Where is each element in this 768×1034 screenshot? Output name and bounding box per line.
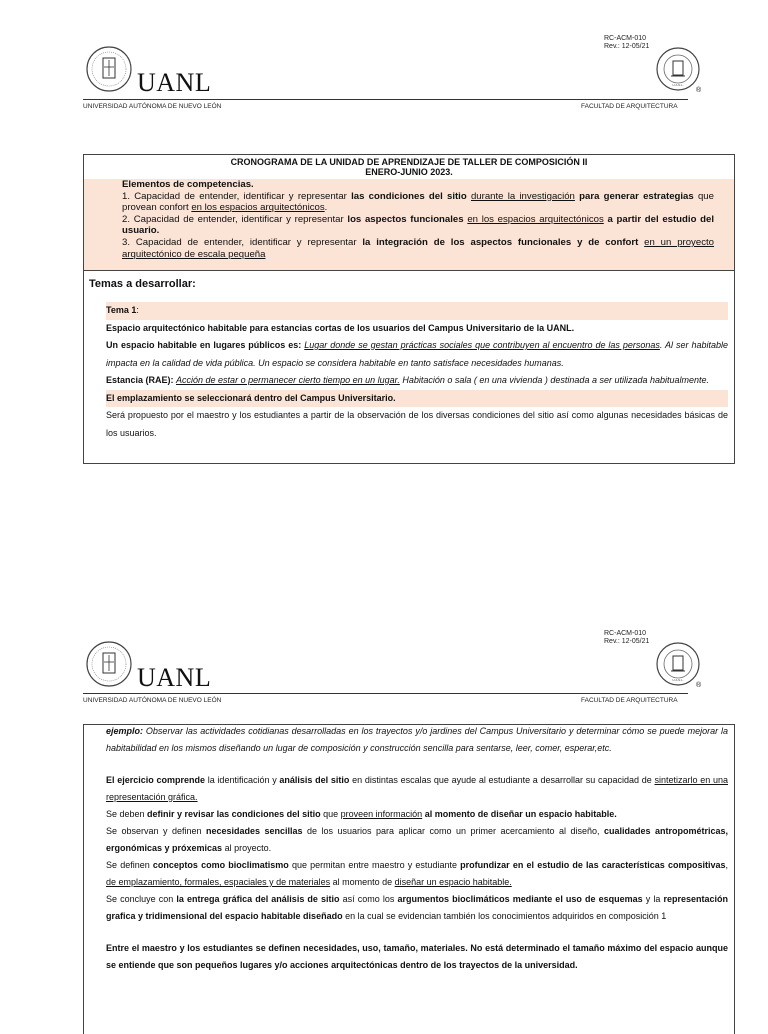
site-proposal-text: Será propuesto por el maestro y los estudiantes a partir de la observación de los diversas condiciones del sitio así como algunas necesidades básicas de los usuarios. [106,410,728,438]
registered-mark-2: ® [696,682,702,689]
title-line-2: ENERO-JUNIO 2023. [365,167,453,177]
schedule-table [83,154,735,464]
activity-content [106,723,728,974]
svg-text:U.A.N.L.: U.A.N.L. [672,83,684,87]
exercise-paragraph: El ejercicio comprende la identificación y análisis del sitio en distintas escalas que ayude al estudiante a desarrollar su capacidad de sintetizarlo en una representación gráfica. [106,775,728,802]
title-line-1: CRONOGRAMA DE LA UNIDAD DE APRENDIZAJE DE TALLER DE COMPOSICIÓN II [230,157,588,167]
needs-paragraph: Se observan y definen necesidades sencillas de los usuarios para aplicar como un primer acercamiento al diseño, cualidades antropométricas, ergonómicas y próxemicas al proyecto. [106,826,729,853]
uanl-wordmark-2: UANL [137,663,212,692]
topic-1-content [106,302,728,442]
schedule-title [84,155,734,177]
define-conditions-paragraph: Se deben definir y revisar las condiciones del sitio que proveen información al momento de diseñar un espacio habitable. [106,809,617,819]
public-space-definition: Un espacio habitable en lugares públicos es: Lugar donde se gestan prácticas sociales que contribuyen al encuentro de las personas. Al ser habitable impacta en la calidad de vida pública. Un espacio se considera habitable en tanto satisface necesidades humanas. [106,340,728,368]
faculty-name-2: FACULTAD DE ARQUITECTURA [581,697,678,704]
university-name: UNIVERSIDAD AUTÓNOMA DE NUEVO LEÓN [83,103,222,110]
header-doc-code [604,35,649,51]
uanl-seal-logo [85,44,133,94]
doc-revision-2: Rev.: 12-05/21 [604,638,650,645]
topic-title: Espacio arquitectónico habitable para estancias cortas de los usuarios del Campus Universitario de la UANL. [106,322,575,333]
topic-label: Tema 1: [106,302,728,320]
doc-code-2: RC-ACM-010 [604,630,647,637]
doc-code: RC-ACM-010 [604,35,647,42]
faculty-seal-logo [655,46,701,92]
doc-revision: Rev.: 12-05/21 [604,43,650,50]
final-paragraph: Entre el maestro y los estudiantes se definen necesidades, uso, tamaño, materiales. No está determinado el tamaño máximo del espacio aunque se entiende que son pequeños lugares y/o acciones arquitectónicas dentro de los trayectos de la universidad. [106,943,728,970]
competency-3: 3. Capacidad de entender, identificar y representar la integración de los aspectos funcionales y de confort en un proyecto arquitectónico de escala pequeña [122,236,714,260]
registered-mark: ® [696,87,702,94]
svg-text:U.A.N.L.: U.A.N.L. [672,678,684,682]
faculty-seal-logo-2 [655,641,701,687]
header2-rule [83,693,688,694]
concepts-paragraph: Se definen conceptos como bioclimatismo que permitan entre maestro y estudiante profundizar en el estudio de las características compositivas, de emplazamiento, formales, espaciales y de materiales al momento de diseñar un espacio habitable. [106,860,729,887]
faculty-name: FACULTAD DE ARQUITECTURA [581,103,678,110]
example-paragraph: ejemplo: Observar las actividades cotidianas desarrolladas en los trayectos y/o jardines del Campus Universitario y determinar cómo se puede mejorar la habitabilidad en los mismos diseñando un lugar de composición y construcción sencilla para sentarse, leer, comer, esperar,etc. [106,726,728,753]
competencies-heading: Elementos de competencias. [122,179,254,190]
activity-description-box [83,724,735,1034]
header2-doc-code [604,630,649,646]
competency-2: 2. Capacidad de entender, identificar y representar los aspectos funcionales en los espacios arquitectónicos a partir del estudio del usuario. [122,213,714,237]
competency-1: 1. Capacidad de entender, identificar y representar las condiciones del sitio durante la investigación para generar estrategias que provean confort en los espacios arquitectónicos. [122,190,714,214]
site-selection-note: El emplazamiento se seleccionará dentro del Campus Universitario. [106,390,728,408]
topics-heading: Temas a desarrollar: [89,278,196,290]
estancia-definition: Estancia (RAE): Acción de estar o permanecer cierto tiempo en un lugar. Habitación o sala ( en una vivienda ) destinada a ser utilizada habitualmente. [106,375,710,385]
conclusion-paragraph: Se concluye con la entrega gráfica del análisis de sitio así como los argumentos bioclimáticos mediante el uso de esquemas y la representación grafica y tridimensional del espacio habitable diseñado en la cual se evidencian también los conocimientos adquiridos en composición 1 [106,894,728,921]
uanl-seal-logo-2 [85,639,133,689]
competencies-section [84,179,734,271]
university-name-2: UNIVERSIDAD AUTÓNOMA DE NUEVO LEÓN [83,697,222,704]
uanl-wordmark: UANL [137,68,212,97]
header-rule [83,99,688,100]
